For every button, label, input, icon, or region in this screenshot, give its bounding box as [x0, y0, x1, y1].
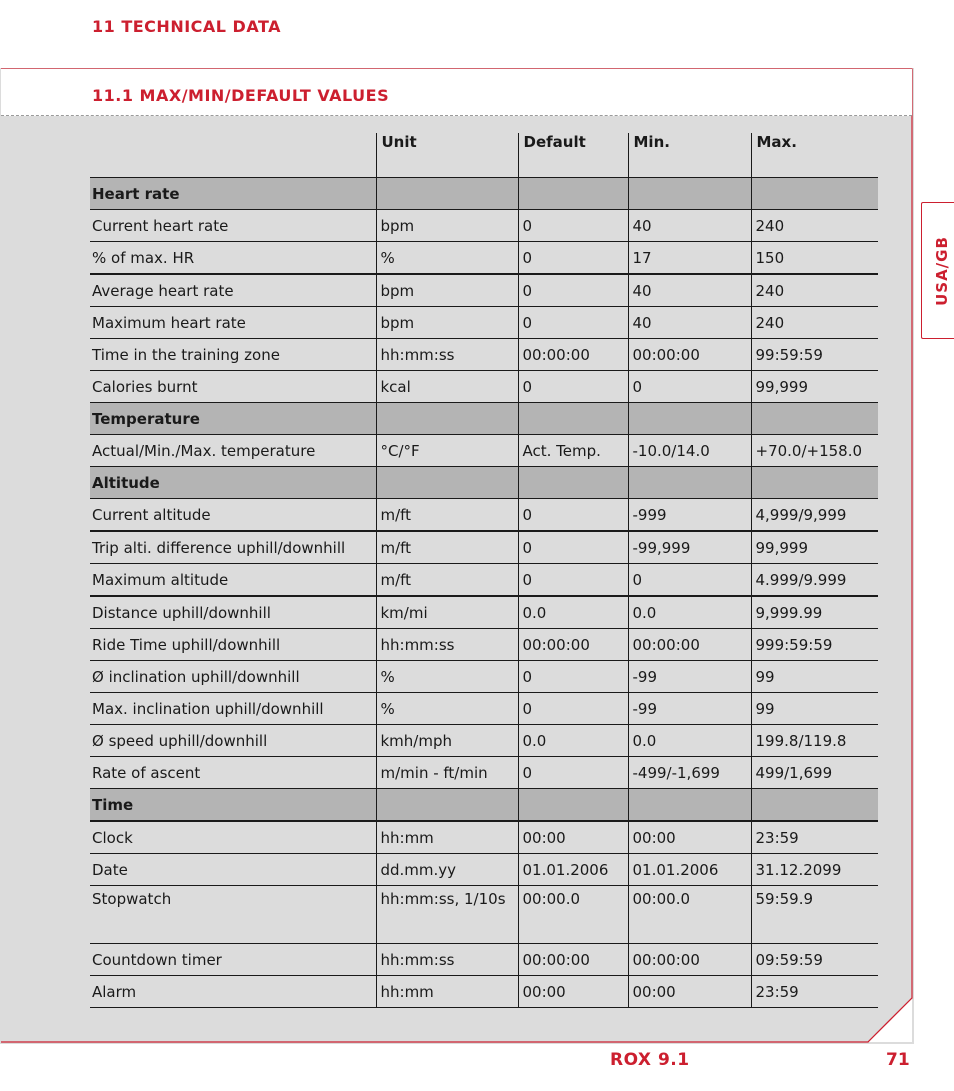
- cell-min: -99: [628, 693, 751, 725]
- cell-max: 99,999: [751, 531, 878, 564]
- cell-parameter: Maximum altitude: [90, 564, 376, 597]
- cell-unit: %: [376, 661, 518, 693]
- cell-default: 0: [518, 693, 628, 725]
- cell-parameter: Maximum heart rate: [90, 307, 376, 339]
- cell-unit: [376, 467, 518, 499]
- cell-min: 00:00:00: [628, 629, 751, 661]
- cell-default: 0.0: [518, 596, 628, 629]
- cell-default: 00:00:00: [518, 944, 628, 976]
- cell-max: 999:59:59: [751, 629, 878, 661]
- cell-parameter: Date: [90, 854, 376, 886]
- cell-min: 00:00: [628, 976, 751, 1008]
- cell-parameter: Time in the training zone: [90, 339, 376, 371]
- cell-unit: %: [376, 242, 518, 275]
- cell-max: 99,999: [751, 371, 878, 403]
- cell-min: 00:00: [628, 821, 751, 854]
- cell-unit: hh:mm:ss, 1/10s: [376, 886, 518, 944]
- cell-min: 40: [628, 274, 751, 307]
- table-row: [90, 307, 878, 339]
- cell-parameter: Altitude: [90, 467, 376, 499]
- table-row: [90, 629, 878, 661]
- cell-parameter: Actual/Min./Max. temperature: [90, 435, 376, 467]
- cell-unit: bpm: [376, 274, 518, 307]
- cell-parameter: Time: [90, 789, 376, 822]
- cell-unit: [376, 789, 518, 822]
- table-row: [90, 371, 878, 403]
- cell-max: 59:59.9: [751, 886, 878, 944]
- cell-default: 00:00:00: [518, 629, 628, 661]
- cell-default: 01.01.2006: [518, 854, 628, 886]
- cell-unit: dd.mm.yy: [376, 854, 518, 886]
- cell-default: 00:00.0: [518, 886, 628, 944]
- cell-default: 0: [518, 661, 628, 693]
- cell-min: 0.0: [628, 725, 751, 757]
- cell-parameter: Rate of ascent: [90, 757, 376, 789]
- cell-min: -499/-1,699: [628, 757, 751, 789]
- cell-max: [751, 467, 878, 499]
- cell-max: 199.8/119.8: [751, 725, 878, 757]
- cell-default: 0: [518, 242, 628, 275]
- cell-parameter: Ø speed uphill/downhill: [90, 725, 376, 757]
- cell-min: -999: [628, 499, 751, 532]
- cell-default: 0: [518, 210, 628, 242]
- cell-parameter: Ø inclination uphill/downhill: [90, 661, 376, 693]
- cell-default: 0: [518, 307, 628, 339]
- table-row: [90, 242, 878, 275]
- table-row: [90, 564, 878, 597]
- table-row: [90, 531, 878, 564]
- cell-min: 00:00.0: [628, 886, 751, 944]
- header-cell-min: Min.: [628, 133, 751, 178]
- section-title: 11.1 MAX/MIN/DEFAULT VALUES: [92, 86, 390, 105]
- cell-max: 9,999.99: [751, 596, 878, 629]
- country-tab-label: USA/GB: [933, 235, 951, 306]
- cell-default: [518, 403, 628, 435]
- table-body: [90, 178, 878, 1008]
- cell-parameter: Current altitude: [90, 499, 376, 532]
- cell-default: 0: [518, 564, 628, 597]
- table-row: [90, 661, 878, 693]
- cell-default: [518, 467, 628, 499]
- table-row: [90, 339, 878, 371]
- table-row: [90, 596, 878, 629]
- cell-unit: bpm: [376, 307, 518, 339]
- header-cell-unit: Unit: [376, 133, 518, 178]
- section-row: [90, 403, 878, 435]
- cell-unit: m/min - ft/min: [376, 757, 518, 789]
- cell-max: [751, 178, 878, 210]
- table-row: [90, 944, 878, 976]
- cell-min: 40: [628, 210, 751, 242]
- table-row: [90, 725, 878, 757]
- section-row: [90, 467, 878, 499]
- cell-min: 40: [628, 307, 751, 339]
- cell-unit: [376, 403, 518, 435]
- footer-model-name: ROX 9.1: [610, 1050, 690, 1070]
- cell-max: 4.999/9.999: [751, 564, 878, 597]
- cell-max: 99:59:59: [751, 339, 878, 371]
- header-cell-max: Max.: [751, 133, 878, 178]
- cell-max: [751, 403, 878, 435]
- table-row: [90, 274, 878, 307]
- cell-parameter: Calories burnt: [90, 371, 376, 403]
- cell-parameter: Trip alti. difference uphill/downhill: [90, 531, 376, 564]
- cell-unit: m/ft: [376, 499, 518, 532]
- table-row: [90, 821, 878, 854]
- cell-parameter: Current heart rate: [90, 210, 376, 242]
- country-tab: [921, 202, 954, 339]
- cell-max: 99: [751, 661, 878, 693]
- cell-default: 0: [518, 757, 628, 789]
- cell-unit: [376, 178, 518, 210]
- cell-max: 23:59: [751, 821, 878, 854]
- table-row: [90, 886, 878, 944]
- cell-max: 499/1,699: [751, 757, 878, 789]
- cell-parameter: Distance uphill/downhill: [90, 596, 376, 629]
- cell-max: [751, 789, 878, 822]
- cell-unit: hh:mm:ss: [376, 629, 518, 661]
- cell-min: 00:00:00: [628, 339, 751, 371]
- cell-max: 4,999/9,999: [751, 499, 878, 532]
- cell-min: 0.0: [628, 596, 751, 629]
- table-row: [90, 757, 878, 789]
- cell-parameter: Heart rate: [90, 178, 376, 210]
- cell-unit: hh:mm:ss: [376, 944, 518, 976]
- cell-parameter: % of max. HR: [90, 242, 376, 275]
- table-row: [90, 210, 878, 242]
- cell-unit: hh:mm:ss: [376, 339, 518, 371]
- cell-default: Act. Temp.: [518, 435, 628, 467]
- cell-parameter: Alarm: [90, 976, 376, 1008]
- cell-default: 0: [518, 274, 628, 307]
- cell-min: -10.0/14.0: [628, 435, 751, 467]
- cell-parameter: Ride Time uphill/downhill: [90, 629, 376, 661]
- header-cell-default: Default: [518, 133, 628, 178]
- cell-unit: bpm: [376, 210, 518, 242]
- table-row: [90, 435, 878, 467]
- cell-min: 01.01.2006: [628, 854, 751, 886]
- cell-unit: kmh/mph: [376, 725, 518, 757]
- table-row: [90, 854, 878, 886]
- cell-unit: km/mi: [376, 596, 518, 629]
- cell-min: 0: [628, 564, 751, 597]
- cell-parameter: Clock: [90, 821, 376, 854]
- cell-default: 00:00: [518, 821, 628, 854]
- cell-max: 31.12.2099: [751, 854, 878, 886]
- cell-min: 00:00:00: [628, 944, 751, 976]
- cell-default: 0: [518, 499, 628, 532]
- cell-parameter: Max. inclination uphill/downhill: [90, 693, 376, 725]
- values-table: [90, 133, 878, 1008]
- cell-unit: m/ft: [376, 531, 518, 564]
- cell-default: [518, 789, 628, 822]
- cell-max: 99: [751, 693, 878, 725]
- section-row: [90, 789, 878, 822]
- chapter-title: 11 TECHNICAL DATA: [92, 17, 282, 36]
- cell-unit: hh:mm: [376, 821, 518, 854]
- cell-parameter: Countdown timer: [90, 944, 376, 976]
- cell-unit: m/ft: [376, 564, 518, 597]
- cell-parameter: Temperature: [90, 403, 376, 435]
- table-row: [90, 499, 878, 532]
- table-header-row: [90, 133, 878, 178]
- cell-unit: %: [376, 693, 518, 725]
- cell-max: 240: [751, 210, 878, 242]
- cell-max: 240: [751, 274, 878, 307]
- cell-default: 0: [518, 531, 628, 564]
- cell-unit: °C/°F: [376, 435, 518, 467]
- cell-min: -99: [628, 661, 751, 693]
- cell-min: -99,999: [628, 531, 751, 564]
- cell-default: 0: [518, 371, 628, 403]
- cell-parameter: Average heart rate: [90, 274, 376, 307]
- cell-max: 23:59: [751, 976, 878, 1008]
- cell-min: 0: [628, 371, 751, 403]
- cell-max: +70.0/+158.0: [751, 435, 878, 467]
- cell-min: [628, 403, 751, 435]
- section-row: [90, 178, 878, 210]
- cell-max: 240: [751, 307, 878, 339]
- cell-min: [628, 789, 751, 822]
- page-number: 71: [886, 1050, 910, 1070]
- cell-min: [628, 178, 751, 210]
- cell-default: 0.0: [518, 725, 628, 757]
- cell-parameter: Stopwatch: [90, 886, 376, 944]
- cell-min: [628, 467, 751, 499]
- cell-max: 150: [751, 242, 878, 275]
- cell-default: [518, 178, 628, 210]
- cell-default: 00:00: [518, 976, 628, 1008]
- table-row: [90, 693, 878, 725]
- cell-default: 00:00:00: [518, 339, 628, 371]
- table-row: [90, 976, 878, 1008]
- cell-unit: kcal: [376, 371, 518, 403]
- header-cell-parameter: [90, 133, 376, 178]
- cell-unit: hh:mm: [376, 976, 518, 1008]
- cell-max: 09:59:59: [751, 944, 878, 976]
- cell-min: 17: [628, 242, 751, 275]
